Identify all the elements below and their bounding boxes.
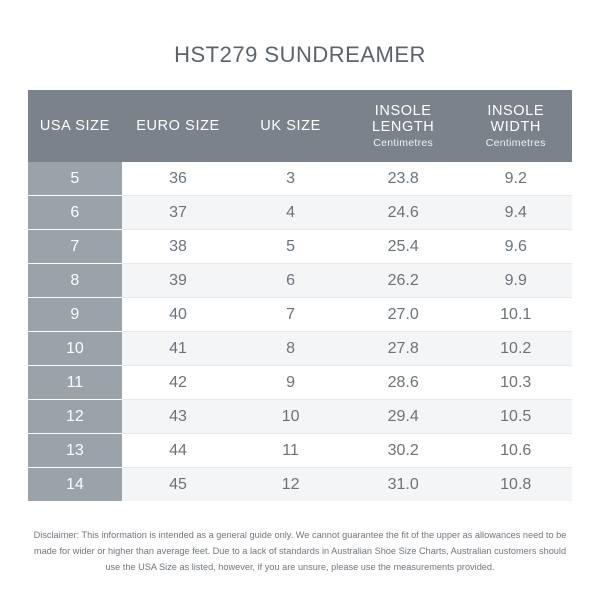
cell-euro-size: 38: [122, 230, 235, 264]
cell-insole-length: 31.0: [347, 468, 460, 502]
cell-euro-size: 43: [122, 400, 235, 434]
cell-insole-length: 25.4: [347, 230, 460, 264]
column-header-insole-width: [459, 90, 572, 162]
cell-insole-width: 10.2: [459, 332, 572, 366]
size-table: [28, 90, 572, 501]
table-row: [28, 366, 572, 400]
table-row: [28, 196, 572, 230]
cell-usa-size: 7: [28, 230, 122, 264]
cell-uk-size: 10: [234, 400, 347, 434]
cell-usa-size: 11: [28, 366, 122, 400]
table-row: [28, 264, 572, 298]
cell-insole-width: 9.2: [459, 162, 572, 196]
column-header-insole-length: [347, 90, 460, 162]
cell-euro-size: 45: [122, 468, 235, 502]
cell-uk-size: 6: [234, 264, 347, 298]
cell-insole-length: 29.4: [347, 400, 460, 434]
cell-euro-size: 42: [122, 366, 235, 400]
column-header-insole-width-label: INSOLE WIDTH: [487, 103, 545, 135]
table-row: [28, 468, 572, 502]
cell-insole-width: 9.9: [459, 264, 572, 298]
cell-insole-width: 10.3: [459, 366, 572, 400]
cell-euro-size: 36: [122, 162, 235, 196]
column-header-euro-size-label: EURO SIZE: [136, 118, 220, 134]
cell-insole-width: 9.4: [459, 196, 572, 230]
table-head: [28, 90, 572, 162]
cell-insole-width: 10.5: [459, 400, 572, 434]
table-row: [28, 230, 572, 264]
cell-insole-length: 28.6: [347, 366, 460, 400]
cell-usa-size: 12: [28, 400, 122, 434]
page-title: HST279 SUNDREAMER: [174, 42, 426, 67]
cell-usa-size: 9: [28, 298, 122, 332]
cell-uk-size: 12: [234, 468, 347, 502]
column-header-insole-width-unit: Centimetres: [485, 137, 546, 149]
column-header-insole-length-unit: Centimetres: [373, 137, 434, 149]
cell-usa-size: 5: [28, 162, 122, 196]
cell-euro-size: 41: [122, 332, 235, 366]
cell-euro-size: 39: [122, 264, 235, 298]
cell-insole-length: 24.6: [347, 196, 460, 230]
column-header-uk-size-label: UK SIZE: [260, 118, 321, 134]
column-header-euro-size: [122, 90, 235, 162]
cell-usa-size: 8: [28, 264, 122, 298]
cell-euro-size: 44: [122, 434, 235, 468]
cell-usa-size: 13: [28, 434, 122, 468]
cell-insole-width: 10.1: [459, 298, 572, 332]
cell-euro-size: 40: [122, 298, 235, 332]
column-header-usa-size-label: USA SIZE: [39, 118, 110, 134]
size-table-container: [28, 90, 572, 501]
cell-uk-size: 3: [234, 162, 347, 196]
cell-uk-size: 8: [234, 332, 347, 366]
cell-usa-size: 14: [28, 468, 122, 502]
cell-insole-length: 26.2: [347, 264, 460, 298]
table-body: [28, 162, 572, 501]
disclaimer-text: Disclaimer: This information is intended as a general guide only. We cannot guarantee the fit of the upper as allowances need to be made for wider or higher than average feet. Due to a lack of standards in Australian Shoe Size Charts, Australian customers should use the USA Size as listed, however, if you are unsure, please use the measurements provided.: [33, 530, 567, 573]
table-header-row: [28, 90, 572, 162]
cell-uk-size: 5: [234, 230, 347, 264]
table-row: [28, 298, 572, 332]
cell-uk-size: 7: [234, 298, 347, 332]
cell-uk-size: 9: [234, 366, 347, 400]
cell-euro-size: 37: [122, 196, 235, 230]
cell-insole-width: 9.6: [459, 230, 572, 264]
cell-insole-width: 10.6: [459, 434, 572, 468]
column-header-insole-length-label: INSOLE LENGTH: [371, 103, 435, 135]
cell-insole-length: 27.0: [347, 298, 460, 332]
cell-insole-length: 30.2: [347, 434, 460, 468]
cell-uk-size: 11: [234, 434, 347, 468]
cell-usa-size: 10: [28, 332, 122, 366]
column-header-uk-size: [234, 90, 347, 162]
table-row: [28, 162, 572, 196]
cell-insole-length: 23.8: [347, 162, 460, 196]
cell-insole-length: 27.8: [347, 332, 460, 366]
cell-uk-size: 4: [234, 196, 347, 230]
table-row: [28, 434, 572, 468]
table-row: [28, 400, 572, 434]
table-row: [28, 332, 572, 366]
cell-insole-width: 10.8: [459, 468, 572, 502]
cell-usa-size: 6: [28, 196, 122, 230]
column-header-usa-size: [28, 90, 122, 162]
